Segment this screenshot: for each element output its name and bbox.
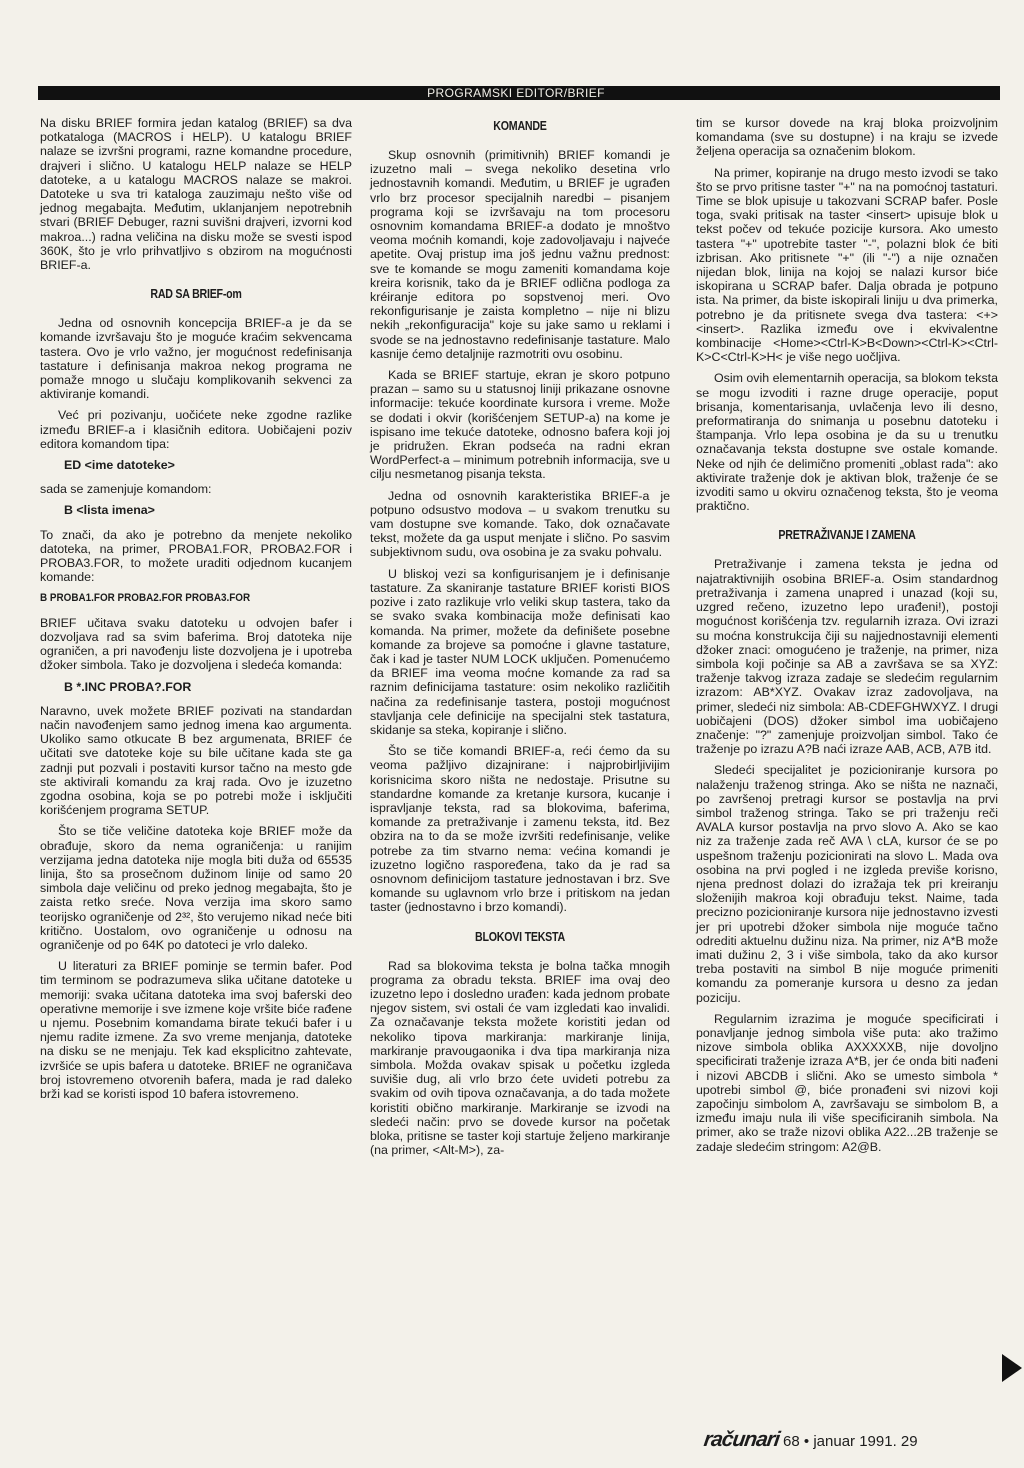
column-2: [370, 116, 670, 1164]
paragraph: Jedna od osnovnih karakteristika BRIEF-a je potpuno odsustvo modova – u svakom trenutku su vam dostupne sve komande. Tako, dok označavate tekst, možete da ga usput menjate i slično. Po sasvim subjektivnom sudu, ova osobina je za svaku pohvalu.: [370, 488, 670, 560]
issue-number: 68: [783, 1433, 800, 1450]
column-3: [696, 116, 998, 1161]
paragraph: Regularnim izrazima je moguće specificirati i ponavljanje jednog simbola više puta: ako tražimo nizove simbola oblika AXXXXXB, nije dovoljno specificirati traženje izraza A*B, jer će onda biti nađeni i nizovi ABCDB i slični. Ako se umesto simbola * upotrebi simbol @, biće pronađeni svi nizovi koji započinju simbolom A, završavaju se simbolom B, a između imaju nula ili više specificiranih simbola. Na primer, ako se traže nizovi oblika A22...2B traženje se zadaje sledećim stringom: A2@B.: [696, 1011, 998, 1154]
issue-date: januar 1991.: [813, 1433, 897, 1450]
command-example: B <lista imena>: [64, 503, 155, 518]
paragraph: To znači, da ako je potrebno da menjete nekoliko datoteka, na primer, PROBA1.FOR, PROBA2.FOR i PROBA3.FOR, to možete uraditi odjednom kucanjem komande:: [40, 527, 352, 585]
paragraph: Što se tiče komandi BRIEF-a, reći ćemo da su veoma pažljivo dizajnirane: i najprobirljivijim korisnicima skoro ništa ne nedostaje. Prisutne su standardne komande za kretanje kursora, kucanje i ispravljanje teksta, rad sa blokovima, baferima, komande za pretraživanje i zamenu teksta, itd. Bez obzira na to da se može izvršiti redefinisanje, velike potrebe za tim stvarno nema: većina komandi je izuzetno logično raspoređena, tako da je rad sa osnovnom definicijom tastature jednostavan i brz. Sve komande su uglavnom vrlo brze i pritiskom na jedan taster (jednostavno i brzo komandi).: [370, 744, 670, 915]
paragraph: Jedna od osnovnih koncepcija BRIEF-a je da se komande izvršavaju što je moguće kraćim sekvencama tastera. Ovo je vrlo važno, jer mogućnost redefinisanja tastature i definisanja makroa nekog programa ne pomaže mnogo u slučaju komplikovanih sekvenci za aktiviranje komandi.: [40, 316, 352, 402]
magazine-logo: računari: [702, 1428, 781, 1451]
section-heading: PRETRAŽIVANJE I ZAMENA: [778, 527, 916, 543]
paragraph: Rad sa blokovima teksta je bolna tačka mnogih programa za obradu teksta. BRIEF ima ovaj deo izuzetno lepo i dosledno urađen: kada jednom probate njegov sistem, svi ostali će vam izgledati kao invalidi. Za označavanje teksta možete koristiti jedan od nekoliko tipova markiranja: markiranje linija, markiranje pravougaonika i dva tipa markiranja niza simbola. Možda ovakav spisak u početku izgleda suvišie dug, ali vrlo brzo ćete uvideti potrebu za svakim od ovih tipova označavanja, a do tada možete koristiti obično markiranje. Markiranje se izvodi na sledeći način: prvo se dovede kursor na početak bloka, pritisne se taster koji startuje željeno markiranje (na primer, <Alt-M>), za-: [370, 958, 670, 1158]
section-title: PROGRAMSKI EDITOR/BRIEF: [396, 86, 636, 100]
paragraph: U bliskoj vezi sa konfigurisanjem je i definisanje tastature. Za skaniranje tastature BRIEF koristi BIOS pozive i zato razlikuje vrlo veliki skup tastera, tako da se svako svaka kombinacija može definisati kao komanda. Na primer, možete da definišete posebne komande za brojeve sa pomoćne i glavne tastature, čak i kad je taster NUM LOCK uključen. Pomenućemo da BRIEF ima veoma moćne komande za rad sa raznim definicijama tastature: osim nekoliko različitih načina za redefinisanje tastera, postoji mogućnost stavljanja cele definicije na specijalni stek tastatura, skidanje sa steka, kopiranje i slično.: [370, 566, 670, 737]
continue-arrow-icon: [1002, 1354, 1022, 1382]
column-1: [40, 116, 352, 1108]
paragraph: Sledeći specijalitet je pozicioniranje kursora po nalaženju traženog stringa. Ako se ništa ne naznači, po završenoj pretragi kursor se postavlja na prvi simbol traženog stringa. Tako se pri traženju reči AVALA kursor postavlja na prvo slovo A. Ako se kao niz za traženje zada reč AVA \ cLA, kursor će se po uspešnom traženju pozicionirati na slovo L. Mada ova osobina na prvi pogled i ne izgleda previše korisno, njena prednost dolazi do izražaja tek pri kreiranju složenijih makroa koji obrađuju tekst. Naime, tada precizno pozicioniranje kursora nije jednostavno izvesti jer pri upotrebi džoker simbola nije moguće tačno odrediti aktuelnu dužinu niza. Na primer, niz A*B može imati dužinu 2, 3 i više simbola, tako da ako kursor treba postaviti na simbol B nije moguće primeniti komandu za pomeranje kursora u desno za jedan poziciju.: [696, 763, 998, 1005]
paragraph: tim se kursor dovede na kraj bloka proizvoljnim komandama (sve su dostupne) i na kraju se izvede željena operacija sa označenim blokom.: [696, 116, 998, 159]
paragraph: Na disku BRIEF formira jedan katalog (BRIEF) sa dva potkataloga (MACROS i HELP). U katalogu BRIEF nalaze se izvršni programi, razne komandne procedure, drajveri i slično. U katalogu HELP nalaze se HELP datoteke, a u katalogu MACROS nalaze se makroi. Datoteke u sva tri kataloga zauzimaju nešto više od jednog megabajta. Međutim, uklanjanjem nepotrebnih stvari (BRIEF Debuger, razni suvišni drajveri, izvorni kod makroa...) radna veličina na disku može se svesti ispod 360K, što je vrlo prihvatljivo s obzirom na mogućnosti BRIEF-a.: [40, 116, 352, 273]
paragraph: Već pri pozivanju, uočićete neke zgodne razlike između BRIEF-a i klasičnih editora. Uobičajeni poziv editora komandom tipa:: [40, 408, 352, 451]
page-number: 29: [900, 1433, 918, 1450]
bullet-separator: •: [803, 1433, 810, 1450]
section-heading: KOMANDE: [493, 118, 547, 133]
paragraph: Skup osnovnih (primitivnih) BRIEF komandi je izuzetno mali – svega nekoliko desetina vrlo jednostavnih komandi. Međutim, u BRIEF je ugrađen vrlo brz procesor specijalnih naredbi – pisanjem programa koji se izvršavaju na tom procesoru osnovnim komandama BRIEF-a dodato je mnoštvo veoma moćnih komandi, koje zadovoljavaju i najveće apetite. Ovaj pristup ima još jednu važnu prednost: sve te komande se mogu zameniti komandama koje kreira korisnik, tako da je BRIEF odlična podloga za kréiranje editora po sopstvenoj meri. Ovo rekonfigurisanje je zaista kompletno – nije ni blizu nekih „rekonfiguracija" koje su jake samo u reklami i svode se na jednostavno redefinisanje tastature. Malo kasnije ćemo detaljnije razmotriti ovu osobinu.: [370, 148, 670, 361]
page-footer: [704, 1430, 1000, 1450]
paragraph: Što se tiče veličine datoteka koje BRIEF može da obrađuje, skoro da nema ograničenja: u ranijim verzijama jedna datoteka nije mogla biti duža od 65535 linija, što sa prosečnom dužinom linije od samo 20 simbola daje veličinu od preko jednog megabajta, što je zaista retko sreće. Nova verzija ima skoro samo teorijsko ograničenje od 2³², što verujemo nikad neće biti kritično. Uostalom, ovo ograničenje u odnosu na ograničenje od po 64K po datoteci je vrlo daleko.: [40, 824, 352, 952]
command-example: ED <ime datoteke>: [64, 458, 175, 473]
paragraph: Pretraživanje i zamena teksta je jedna od najatraktivnijih osobina BRIEF-a. Osim standardnog pretraživanja i zamena unapred i unazad (koji su, uzgred rečeno, izuzetno lepo urađeni!), postoji mogućnost korišćenja tzv. regularnih izraza. Ovi izrazi su moćna konstrukcija čiji su najjednostavniji elementi džoker znaci: omogućeno je traženje, na primer, niza simbola koji počinje sa AB a završava se sa XYZ: traženje takvog izraza zadaje se sledećim regularnim izrazom: AB*XYZ. Ovakav izraz zadovoljava, na primer, sledeći niz simbola: AB-CDEFGHWXYZ. I drugi uobičajeni (DOS) džoker simbol ima uobičajeno značenje: "?" zamenjuje proizvoljan simbol. Tako će traženje po izrazu A?B naći izraze AAB, ACB, A7B itd.: [696, 557, 998, 757]
paragraph: Osim ovih elementarnih operacija, sa blokom teksta se mogu izvoditi i razne druge operacije, poput brisanja, komentarisanja, uvlačenja levo ili desno, preformatiranja do snimanja u posebnu datoteku i štampanja. Vrlo lepa osobina je da su u trenutku označavanja teksta dostupne sve ostale komande. Neke od njih će delimično promeniti „oblast rada": ako aktivirate traženje dok je aktivan blok, traženje će se izvoditi samo u okviru označenog teksta, što je veoma praktično.: [696, 371, 998, 514]
command-example: B PROBA1.FOR PROBA2.FOR PROBA3.FOR: [40, 592, 251, 605]
section-heading: RAD SA BRIEF-om: [150, 286, 242, 302]
paragraph: BRIEF učitava svaku datoteku u odvojen bafer i dozvoljava rad sa svim baferima. Broj datoteka nije ograničen, a pri navođenju liste dozvoljena je i upotreba džoker simbola. Tako je dozvoljena i sledeća komanda:: [40, 615, 352, 673]
paragraph: Naravno, uvek možete BRIEF pozivati na standardan način navođenjem samo jednog imena kao argumenta. Ukoliko samo otkucate B bez argumenata, BRIEF će učitati sve datoteke koje su bile učitane kada ste ga zadnji put pozvali i postaviti kursor tačno na mesto gde ste aktivirali komandu za kraj rada. Ovo je izuzetno zgodna osobina, koja se po potrebi može i isključiti korišćenjem programa SETUP.: [40, 703, 352, 818]
section-heading: BLOKOVI TEKSTA: [475, 928, 565, 944]
paragraph: Na primer, kopiranje na drugo mesto izvodi se tako što se prvo pritisne taster "+" na na pomoćnoj tastaturi. Time se blok upisuje u takozvani SCRAP bafer. Posle toga, svaki pritisak na taster <insert> upisuje blok u tekst počev od tekuće pozicije kursora. Ako umesto tastera "+" upotrebite taster "-", polazni blok će biti izbrisan. Ako pritisnete "+" (ili "-") a nije označen nijedan blok, linija na kojoj se nalazi kursor biće iskopirana u SCRAP bafer. Dalja obrada je potpuno ista. Na primer, da biste iskopirali liniju u dva primerka, potrebno je da pritisnete svega dva tastera: <+><insert>. Razlika između ove i ekvivalentne kombinacije <Home><Ctrl-K>B<Down><Ctrl-K><Ctrl-K>C<Ctrl-K>H< je više nego uočljiva.: [696, 165, 998, 365]
paragraph: sada se zamenjuje komandom:: [40, 482, 212, 497]
paragraph: Kada se BRIEF startuje, ekran je skoro potpuno prazan – samo su u statusnoj liniji prikazane osnovne informacije: tekuće koordinate kursora i vreme. Može se dodati i okvir (korišćenjem SETUP-a) na kome je ispisano ime tekuće datoteke, odnosno bafera koji joj je pridružen. Ekran podseća na radni ekran WordPerfect-a – minimum potrebnih informacija, sve u cilju nesmetanog pisanja teksta.: [370, 368, 670, 482]
command-example: B *.INC PROBA?.FOR: [64, 679, 192, 694]
paragraph: U literaturi za BRIEF pominje se termin bafer. Pod tim terminom se podrazumeva slika učitane datoteke u memoriji: svaka učitana datoteka ima svoj baferski deo operativne memorije i sve izmene koje vršite biće rađene u njemu. Posebnim komandama birate tekući bafer i u njemu radite izmene. Za svo vreme menjanja, datoteke na disku se ne menjaju. Tek kad eksplicitno zahtevate, izvršiće se upis bafera u datoteke. BRIEF ne ograničava broj istovremeno otvorenih bafera, mada je rad daleko brži kad se koristi ispod 10 bafera istovremeno.: [40, 959, 352, 1101]
